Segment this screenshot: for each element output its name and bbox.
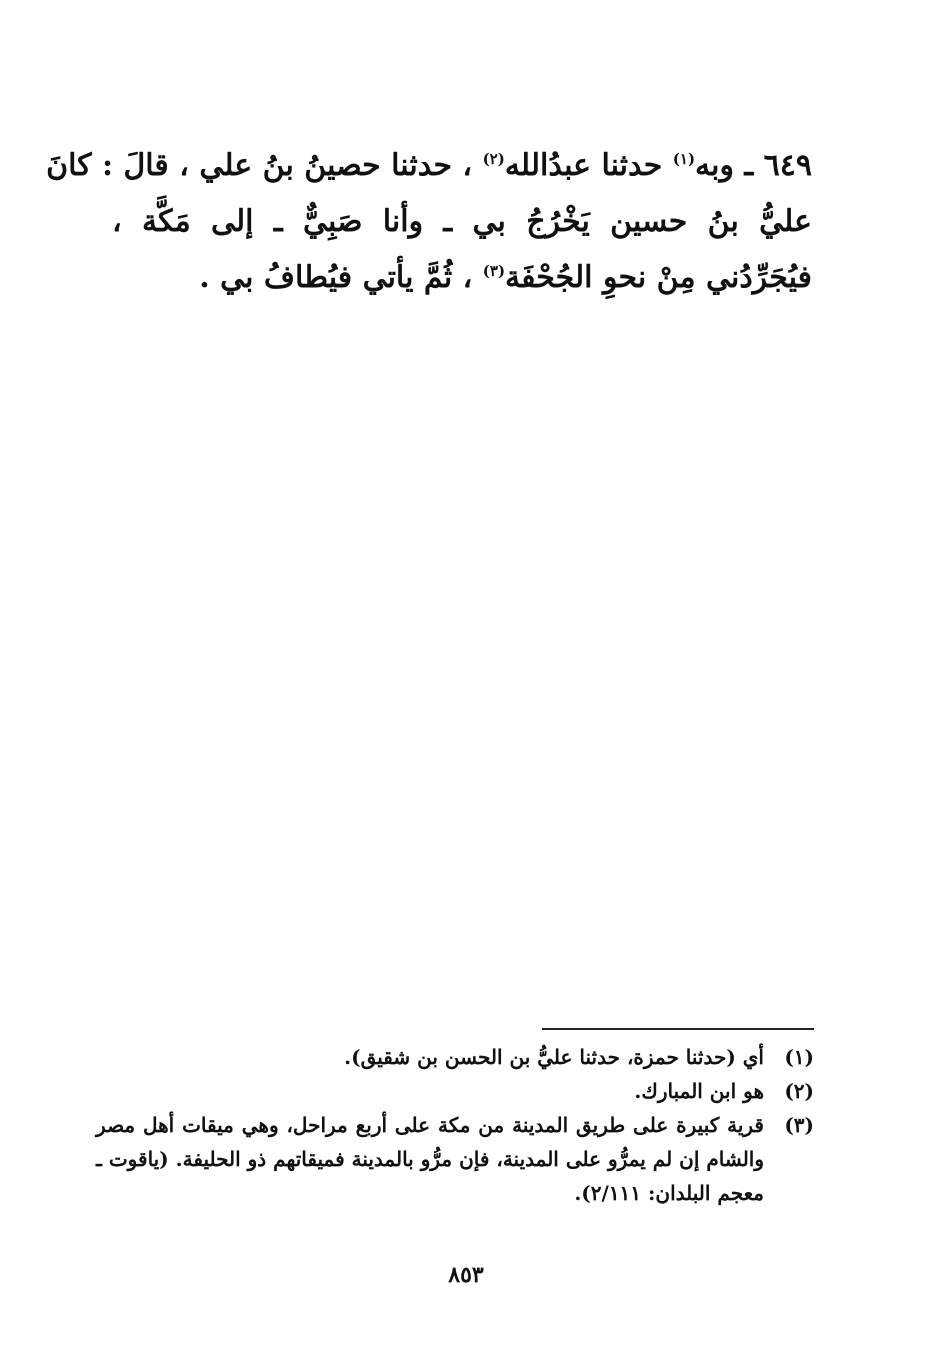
footnote-line: قرية كبيرة على طريق المدينة من مكة على أربع مراحل، وهي ميقات أهل مصر	[96, 1113, 764, 1137]
footnote-line: أي (حدثنا حمزة، حدثنا عليُّ بن الحسن بن شقيق).	[344, 1045, 764, 1069]
footnote-ref-3: (٣)	[482, 262, 506, 280]
hadith-text-segment: حدثنا عبدُالله	[504, 148, 673, 183]
footnote-body	[96, 1108, 764, 1210]
footnote-3	[96, 1108, 814, 1210]
footnote-ref-2: (٢)	[482, 150, 505, 168]
hadith-number-intro: ٦٤٩ ـ وبه	[695, 148, 812, 183]
hadith-text-segment: فيُجَرِّدُني مِنْ نحوِ الجُحْفَة	[505, 260, 812, 295]
footnote-body	[114, 1074, 764, 1108]
footnote-ref-1: (١)	[672, 150, 696, 168]
footnote-body	[114, 1040, 764, 1074]
page-number: ٨٥٣	[448, 1262, 484, 1288]
hadith-text-segment: ، حدثنا حصينُ بنُ علي ، قالَ : كانَ	[46, 148, 483, 183]
hadith-line-3	[112, 250, 812, 306]
footnote-line: معجم البلدان: ٢/١١١).	[574, 1181, 764, 1205]
hadith-text-segment: ، ثُمَّ يأتي فيُطافُ بي .	[199, 260, 483, 295]
footnote-number: (٣)	[784, 1113, 814, 1137]
footnote-2	[114, 1074, 814, 1108]
footnote-line: والشام إن لم يمرُّو على المدينة، فإن مرُّو بالمدينة فميقاتهم ذو الحليفة. (ياقوت ـ	[96, 1147, 764, 1171]
footnote-number: (٢)	[784, 1079, 814, 1103]
footnote-separator	[542, 1028, 814, 1030]
footnote-1	[114, 1040, 814, 1074]
hadith-line-2: عليُّ بنُ حسين يَخْرُجُ بي ـ وأنا صَبِيٌّ ـ إلى مَكَّة ،	[112, 204, 812, 239]
hadith-text	[46, 138, 812, 306]
hadith-line-1	[46, 138, 812, 194]
footnote-number: (١)	[784, 1045, 814, 1069]
footnote-line: هو ابن المبارك.	[634, 1079, 764, 1103]
footnotes-section	[96, 1040, 814, 1210]
